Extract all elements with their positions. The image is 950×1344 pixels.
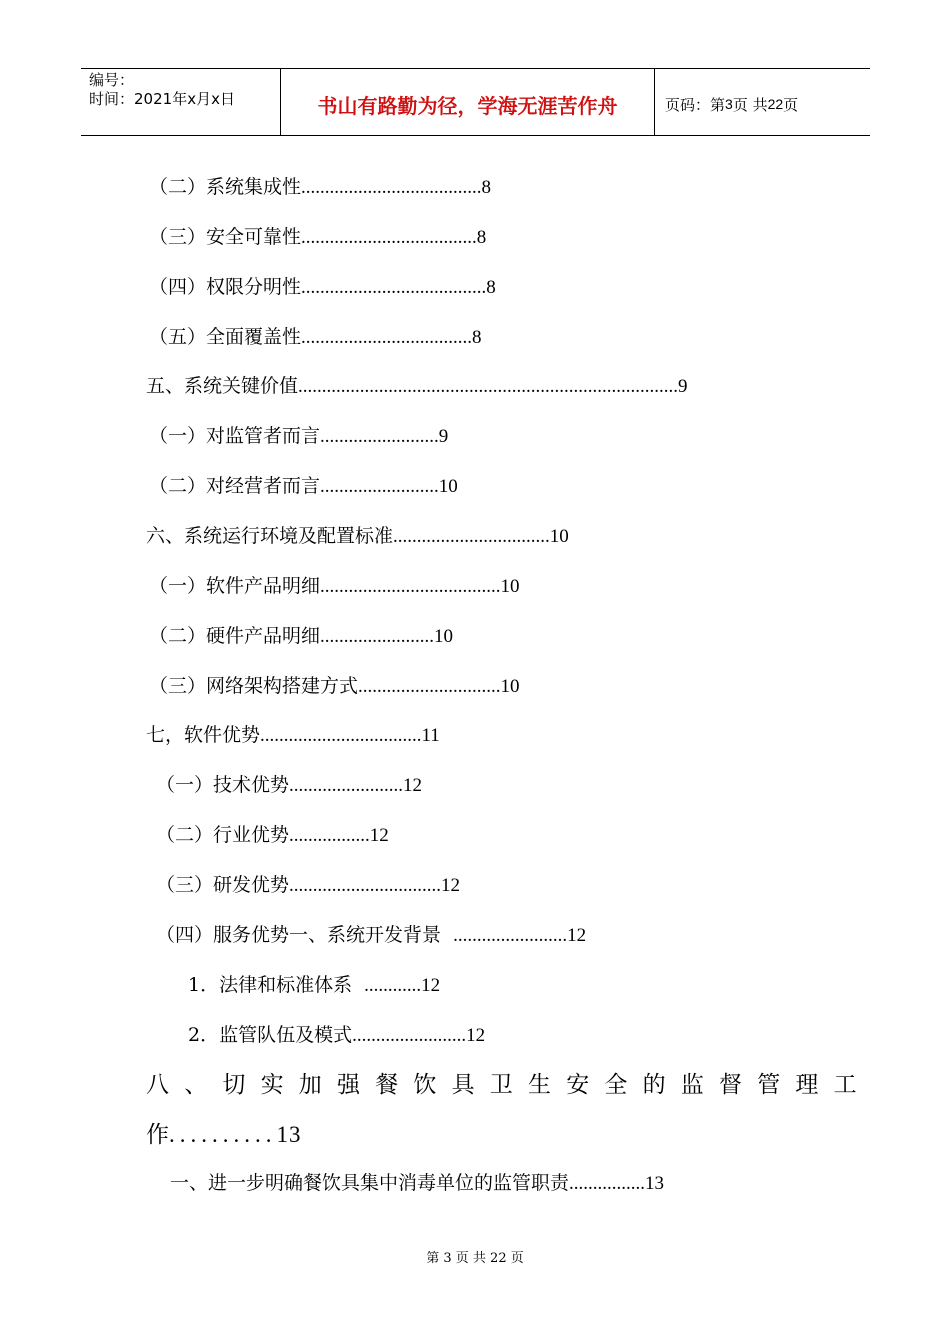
toc-entry <box>188 1020 485 1047</box>
toc-entry-title: （二）系统集成性 <box>149 176 302 198</box>
toc-entry-page: 12 <box>466 1025 486 1046</box>
toc-entry-leader: ........................ <box>320 626 435 647</box>
toc-entry-leader: ...................................... <box>301 177 482 198</box>
toc-entry-title: （四）服务优势一、系统开发背景 <box>156 924 454 946</box>
toc-entry-title: （四）权限分明性 <box>149 276 302 298</box>
toc-entry-page: 10 <box>549 526 569 547</box>
toc-entry-leader: ................ <box>569 1173 646 1194</box>
section-heading-tail: 作 <box>146 1122 169 1148</box>
toc-entry-leader: ........................ <box>352 1025 467 1046</box>
toc-entry-title: （三）网络架构搭建方式 <box>149 675 359 697</box>
toc-entry <box>149 272 496 299</box>
toc-entry-leader: ................................................................................ <box>298 376 679 397</box>
toc-entry-page: 11 <box>421 725 440 746</box>
toc-entry-leader: ................. <box>289 825 370 846</box>
toc-entry-leader: ......................... <box>320 426 439 447</box>
date-line <box>89 90 280 109</box>
toc-entry-page: 10 <box>500 676 520 697</box>
section-heading-leader: .......... <box>169 1122 277 1147</box>
date-value: 2021年x月x日 <box>134 90 235 108</box>
toc-entry <box>149 172 491 199</box>
toc-entry <box>156 820 389 847</box>
toc-entry-leader: ........................ <box>453 925 568 946</box>
toc-entry <box>149 471 458 498</box>
serial-number-label: 编号： <box>89 71 135 89</box>
toc-entry <box>149 322 482 349</box>
toc-entry <box>156 920 586 947</box>
toc-entry-title: （二）行业优势 <box>156 824 290 846</box>
toc-entry-title: 1．法律和标准体系 <box>188 974 365 996</box>
toc-entry <box>170 1168 664 1195</box>
toc-entry-title: （三）研发优势 <box>156 874 290 896</box>
toc-entry-leader: ............ <box>364 975 422 996</box>
toc-entry-page: 8 <box>481 177 492 198</box>
toc-entry-title: （二）对经营者而言 <box>149 475 321 497</box>
toc-entry-page: 12 <box>441 875 461 896</box>
toc-entry-leader: ........................ <box>289 775 404 796</box>
toc-entry-page: 8 <box>476 227 487 248</box>
toc-entry <box>188 970 440 997</box>
page-prefix: 页码：第 <box>665 95 726 114</box>
toc-entry-page: 9 <box>678 376 688 397</box>
toc-entry-page: 12 <box>567 925 587 946</box>
toc-entry-title: （五）全面覆盖性 <box>149 326 302 348</box>
toc-entry <box>146 521 569 548</box>
toc-entry-title: （一）对监管者而言 <box>149 425 321 447</box>
toc-entry-title: （三）安全可靠性 <box>149 226 302 248</box>
header-page-indicator <box>655 69 870 135</box>
toc-entry-title: 六、系统运行环境及配置标准 <box>146 525 394 547</box>
toc-entry-leader: ................................ <box>289 875 442 896</box>
toc-entry-leader: ....................................... <box>301 277 487 298</box>
toc-entry-page: 8 <box>472 327 482 348</box>
current-page-number: 3 <box>725 96 733 112</box>
toc-entry-title: （一）软件产品明细 <box>149 575 321 597</box>
section-heading-page: 13 <box>276 1122 302 1147</box>
toc-entry-title: 七，软件优势 <box>146 724 261 746</box>
toc-entry-page: 10 <box>500 576 520 597</box>
toc-entry <box>156 770 422 797</box>
header-motto: 书山有路勤为径，学海无涯苦作舟 <box>281 69 655 135</box>
page-mid: 页 共 <box>732 95 768 114</box>
toc-entry-leader: .................................. <box>260 725 422 746</box>
toc-entry-page: 9 <box>438 426 449 447</box>
toc-entry <box>149 222 486 249</box>
toc-entry-title: （一）技术优势 <box>156 774 290 796</box>
toc-entry-leader: .............................. <box>358 676 501 697</box>
toc-entry-leader: ................................. <box>393 526 550 547</box>
header-info-cell <box>81 69 281 135</box>
toc-entry-page: 8 <box>486 277 496 298</box>
toc-entry <box>146 720 440 747</box>
toc-entry-title: （二）硬件产品明细 <box>149 625 321 647</box>
page-suffix: 页 <box>783 95 799 114</box>
page-footer: 第 3 页 共 22 页 <box>426 1251 524 1266</box>
toc-entry-page: 10 <box>438 476 458 497</box>
total-pages-number: 22 <box>767 96 784 112</box>
section-heading-line1: 八、切实加强餐饮具卫生安全的监督管理工 <box>146 1072 872 1098</box>
toc-entry-page: 12 <box>421 975 441 996</box>
toc-entry <box>149 571 520 598</box>
page-header <box>81 68 870 136</box>
toc-entry-leader: ..................................... <box>301 227 477 248</box>
toc-entry-page: 12 <box>403 775 423 796</box>
toc-entry-title: 2．监管队伍及模式 <box>188 1024 353 1046</box>
toc-entry-title: 五、系统关键价值 <box>146 375 299 397</box>
toc-entry <box>156 870 460 897</box>
toc-entry-leader: ...................................... <box>320 576 501 597</box>
toc-entry-page: 12 <box>369 825 389 846</box>
toc-entry-leader: .................................... <box>301 327 473 348</box>
toc-entry <box>149 621 453 648</box>
toc-entry <box>146 371 688 398</box>
toc-entry-page: 13 <box>645 1173 665 1194</box>
toc-entry <box>149 421 448 448</box>
date-prefix: 时间： <box>89 90 135 108</box>
toc-entry-leader: ......................... <box>320 476 439 497</box>
toc-entry-page: 10 <box>434 626 454 647</box>
toc-entry-title: 一、进一步明确餐饮具集中消毒单位的监管职责 <box>170 1172 570 1194</box>
section-heading-line2 <box>146 1116 302 1149</box>
toc-entry <box>149 671 520 698</box>
